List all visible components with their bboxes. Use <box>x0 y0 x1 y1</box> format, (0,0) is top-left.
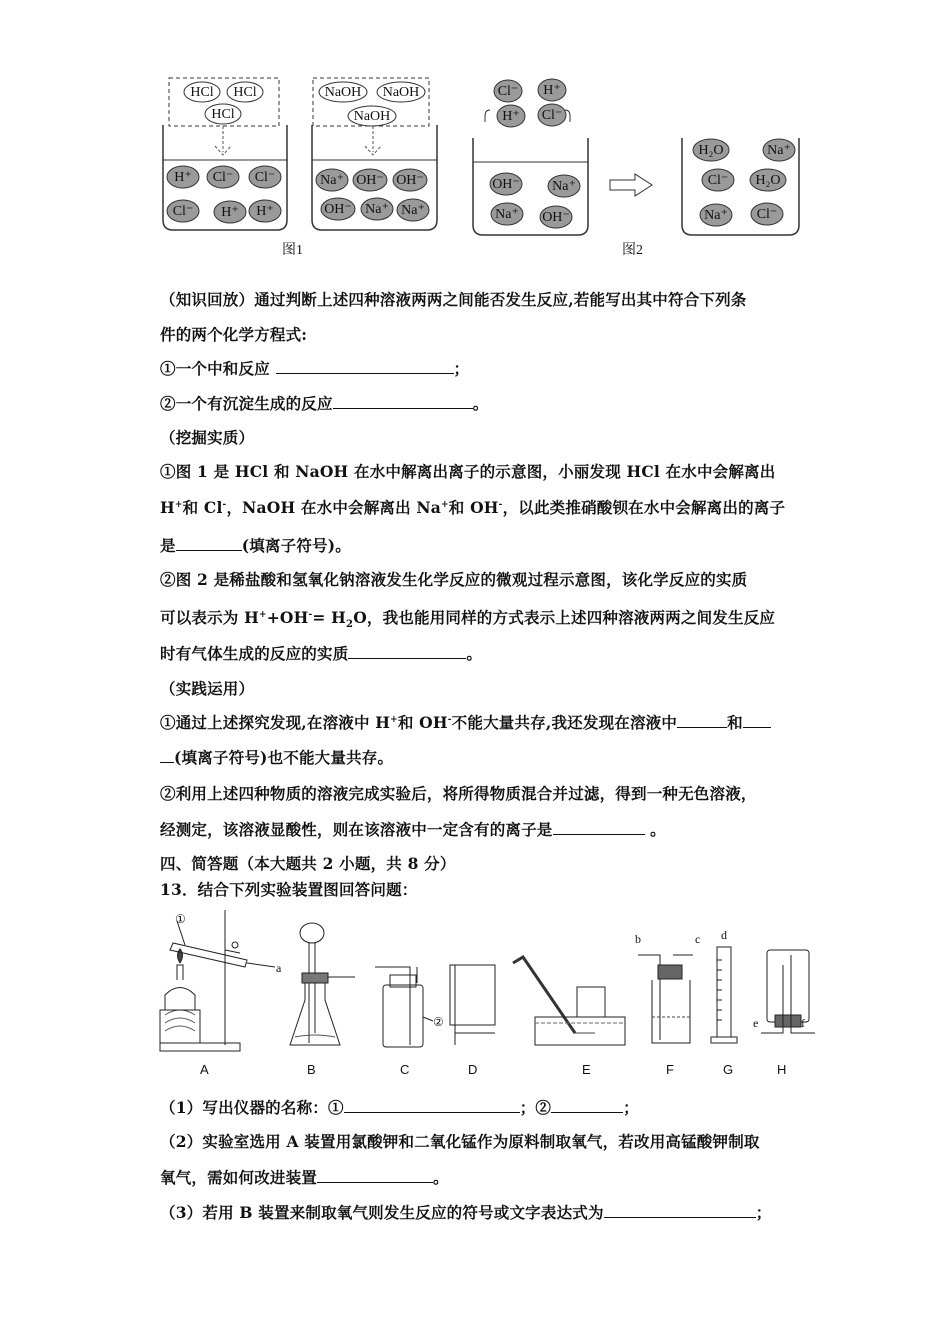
svg-text:②: ② <box>433 1015 444 1029</box>
oxygen-equation-question: （3）若用 B 装置来制取氧气则发生反应的符号或文字表达式为 ； <box>160 1203 772 1222</box>
answer-blank[interactable] <box>317 1168 433 1183</box>
answer-blank[interactable] <box>553 820 645 835</box>
ion <box>497 105 525 127</box>
apparatus-c <box>375 967 444 1047</box>
naoh-molecule <box>377 82 425 102</box>
apparatus-label-g: G <box>723 1062 734 1077</box>
svg-text:NaOH: NaOH <box>353 109 391 125</box>
svg-text:H₂O: H₂O <box>755 173 781 189</box>
naoh-molecule <box>348 106 396 126</box>
svg-text:Cl⁻: Cl⁻ <box>541 108 563 124</box>
neutralization-question: ①一个中和反应 ； <box>160 359 470 378</box>
answer-blank[interactable] <box>276 359 454 374</box>
apparatus-label-e: E <box>582 1062 591 1077</box>
ion <box>751 203 783 225</box>
ion <box>214 201 246 223</box>
svg-text:Na⁺: Na⁺ <box>767 143 791 159</box>
section-heading: （挖掘实质） <box>160 428 255 447</box>
answer-blank[interactable] <box>604 1203 756 1218</box>
beaker-reactants <box>473 79 588 235</box>
ion-diagram <box>155 70 815 260</box>
svg-text:b: b <box>635 932 641 946</box>
acidic-solution-question: 经测定，该溶液显酸性，则在该溶液中一定含有的离子是 。 <box>160 820 666 839</box>
ion <box>763 139 795 161</box>
ion <box>538 104 566 126</box>
ion <box>397 199 429 221</box>
apparatus-label-f: F <box>666 1062 674 1077</box>
svg-text:HCl: HCl <box>233 85 257 101</box>
svg-text:NaOH: NaOH <box>324 85 362 101</box>
text-line: H+和 Cl-，NaOH 在水中会解离出 Na+和 OH-，以此类推硝酸钡在水中会解离出的离子 <box>160 498 786 517</box>
answer-blank[interactable] <box>348 644 466 659</box>
svg-text:HCl: HCl <box>211 107 235 123</box>
reaction-arrow-icon <box>610 174 652 196</box>
apparatus-label-c: C <box>400 1062 410 1077</box>
ion <box>207 166 239 188</box>
apparatus-e <box>513 957 625 1045</box>
figure-2-label: 图2 <box>622 243 643 258</box>
apparatus-a <box>160 910 282 1051</box>
ion <box>494 80 522 102</box>
answer-blank[interactable] <box>677 713 727 728</box>
ion <box>538 79 566 101</box>
svg-text:H⁺: H⁺ <box>221 205 239 221</box>
svg-text:Cl⁻: Cl⁻ <box>756 207 778 223</box>
text-line: 件的两个化学方程式: <box>160 325 308 344</box>
svg-text:OH⁻: OH⁻ <box>356 173 384 189</box>
ion <box>353 169 387 191</box>
answer-blank[interactable] <box>344 1098 520 1113</box>
answer-blank[interactable] <box>176 536 242 551</box>
svg-text:Cl⁻: Cl⁻ <box>212 170 234 186</box>
apparatus-b <box>290 923 355 1045</box>
svg-text:H⁺: H⁺ <box>543 83 561 99</box>
gas-reaction-question: 时有气体生成的反应的实质 。 <box>160 644 483 663</box>
question-title: 13．结合下列实验装置图回答问题： <box>160 880 418 899</box>
precipitate-question: ②一个有沉淀生成的反应 。 <box>160 394 489 413</box>
svg-text:Na⁺: Na⁺ <box>365 202 389 218</box>
answer-blank[interactable] <box>551 1098 623 1113</box>
beaker-products <box>682 138 799 235</box>
svg-text:Na⁺: Na⁺ <box>401 203 425 219</box>
apparatus-label-a: A <box>200 1062 209 1077</box>
instrument-name-question: （1）写出仪器的名称：① ；② ； <box>160 1098 639 1117</box>
svg-text:a: a <box>276 961 282 975</box>
svg-text:c: c <box>695 932 701 946</box>
text-line: ①图 1 是 HCl 和 NaOH 在水中解离出离子的示意图，小丽发现 HCl 在水中会解离出 <box>160 462 776 481</box>
ion <box>490 173 522 195</box>
ion <box>249 166 281 188</box>
svg-text:OH⁻: OH⁻ <box>492 177 520 193</box>
apparatus-g <box>711 928 737 1043</box>
text-line: （2）实验室选用 A 装置用氯酸钾和二氧化锰作为原料制取氧气，若改用高锰酸钾制取 <box>160 1132 760 1151</box>
svg-text:OH⁻: OH⁻ <box>396 173 424 189</box>
svg-text:NaOH: NaOH <box>382 85 420 101</box>
apparatus-diagram <box>155 905 825 1065</box>
beaker-naoh <box>312 78 437 230</box>
text-line: ②利用上述四种物质的溶液完成实验后，将所得物质混合并过滤，得到一种无色溶液， <box>160 784 757 803</box>
svg-text:Cl⁻: Cl⁻ <box>707 173 729 189</box>
ion <box>249 200 281 222</box>
apparatus-label-b: B <box>307 1062 316 1077</box>
svg-text:OH⁻: OH⁻ <box>324 202 352 218</box>
answer-blank[interactable] <box>160 748 174 763</box>
apparatus-h <box>753 950 815 1033</box>
section-heading: （实践运用） <box>160 679 255 698</box>
ion <box>167 166 199 188</box>
beaker-hcl <box>163 78 287 230</box>
svg-text:Cl⁻: Cl⁻ <box>254 170 276 186</box>
figure-1-label: 图1 <box>282 243 303 258</box>
naoh-molecule <box>319 82 367 102</box>
ion <box>316 169 348 191</box>
svg-text:①: ① <box>175 912 186 926</box>
svg-text:OH⁻: OH⁻ <box>542 210 570 226</box>
svg-text:Na⁺: Na⁺ <box>495 207 519 223</box>
hcl-molecule <box>205 104 241 124</box>
svg-text:H⁺: H⁺ <box>502 109 520 125</box>
svg-text:Cl⁻: Cl⁻ <box>172 204 194 220</box>
svg-text:HCl: HCl <box>190 85 214 101</box>
text-line: ②图 2 是稀盐酸和氢氧化钠溶液发生化学反应的微观过程示意图，该化学反应的实质 <box>160 570 748 589</box>
apparatus-label-d: D <box>468 1062 478 1077</box>
svg-text:H₂O: H₂O <box>698 143 724 159</box>
answer-blank[interactable] <box>743 713 771 728</box>
ion <box>700 204 732 226</box>
ion <box>548 175 580 197</box>
svg-text:Na⁺: Na⁺ <box>320 173 344 189</box>
ion <box>393 169 427 191</box>
apparatus-f <box>635 932 700 1043</box>
ion <box>540 206 572 228</box>
ion <box>167 200 199 222</box>
improve-apparatus-question: 氧气，需如何改进装置 。 <box>160 1168 449 1187</box>
svg-text:Na⁺: Na⁺ <box>704 208 728 224</box>
molecule <box>750 169 786 191</box>
ion <box>321 198 355 220</box>
section-heading: 四、简答题（本大题共 2 小题，共 8 分） <box>160 854 456 873</box>
svg-text:f: f <box>801 1016 805 1030</box>
knowledge-review-line: （知识回放）通过判断上述四种溶液两两之间能否发生反应,若能写出其中符合下列条 <box>160 290 747 309</box>
apparatus-label-h: H <box>777 1062 787 1077</box>
text-line: (填离子符号)也不能大量共存。 <box>160 746 393 768</box>
apparatus-d <box>450 965 495 1045</box>
answer-blank[interactable] <box>333 394 473 409</box>
barium-nitrate-question: 是 (填离子符号)。 <box>160 536 351 555</box>
svg-text:Na⁺: Na⁺ <box>552 179 576 195</box>
svg-text:Cl⁻: Cl⁻ <box>497 84 519 100</box>
ion <box>702 169 734 191</box>
text-line: 可以表示为 $H^++OH^-= H_2O$，我也能用同样的方式表示上述四种溶液两两之间发生反应 <box>160 608 776 631</box>
molecule <box>693 139 729 161</box>
hcl-molecule <box>184 82 220 102</box>
svg-text:e: e <box>753 1016 759 1030</box>
ion <box>361 198 393 220</box>
svg-text:H⁺: H⁺ <box>174 170 192 186</box>
coexist-question: ①通过上述探究发现,在溶液中 H+和 OH-不能大量共存,我还发现在溶液中 和 <box>160 711 771 733</box>
hcl-molecule <box>227 82 263 102</box>
ion <box>491 203 523 225</box>
svg-text:H⁺: H⁺ <box>256 204 274 220</box>
svg-text:d: d <box>721 928 727 942</box>
